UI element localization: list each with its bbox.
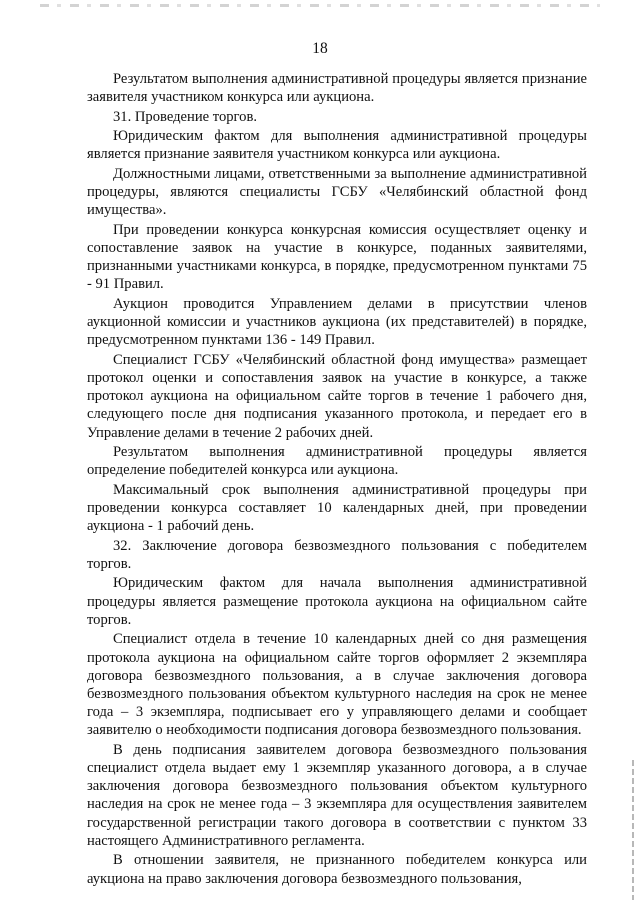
scan-artifact-top xyxy=(40,4,600,7)
paragraph: Результатом выполнения административной процедуры является признание заявителя участником конкурса или аукциона. xyxy=(87,71,587,106)
paragraph: Максимальный срок выполнения административной процедуры при проведении конкурса составляет 10 календарных дней, при проведении аукциона - 1 рабочий день. xyxy=(87,481,587,535)
paragraph: Юридическим фактом для начала выполнения административной процедуры является размещение протокола аукциона на официальном сайте торгов. xyxy=(87,575,587,628)
paragraph: Специалист отдела в течение 10 календарных дней со дня размещения протокола аукциона на официальном сайте торгов оформляет 2 экземпляра договора безвозмездного пользования, а в случае заключения договора безвозмездного пользования объектом культурного наследия на срок не менее года – 3 экземпляра, подписывает его у управляющего делами и сообщает заявителю о необходимости подписания договора безвозмездного пользования. xyxy=(87,631,587,739)
paragraph: В день подписания заявителем договора безвозмездного пользования специалист отдела выдает ему 1 экземпляр указанного договора, а в случае заключения договора безвозмездного пользования объектом культурного наследия на срок не менее года – 3 экземпляра для осуществления заявителем государственной регистрации такого договора в соответствии с пунктом 33 настоящего Административного регламента. xyxy=(87,741,587,849)
paragraph: В отношении заявителя, не признанного победителем конкурса или аукциона на право заключения договора безвозмездного пользования, xyxy=(87,852,587,887)
section-heading: 31. Проведение торгов. xyxy=(113,108,257,125)
paragraph: При проведении конкурса конкурсная комиссия осуществляет оценку и сопоставление заявок на участие в конкурсе, поданных заявителями, признанными участниками конкурса, в порядке, предусмотренном пунктами 75 - 91 Правил. xyxy=(87,221,587,293)
paragraph: Результатом выполнения административной процедуры является определение победителей конкурса или аукциона. xyxy=(87,444,587,479)
paragraph: Аукцион проводится Управлением делами в присутствии членов аукционной комиссии и участников аукциона (их представителей) в порядке, предусмотренном пунктами 136 - 149 Правил. xyxy=(87,295,587,349)
scan-artifact-right xyxy=(632,760,634,900)
document-body xyxy=(87,70,587,889)
page-number: 18 xyxy=(312,40,328,57)
paragraph: Специалист ГСБУ «Челябинский областной фонд имущества» размещает протокол оценки и сопоставления заявок на участие в конкурсе, а также протокол аукциона на официальном сайте торгов в течение 1 рабочего дня, следующего после дня подписания указанного протокола, и передает его в Управление делами в течение 2 рабочих дней. xyxy=(87,351,587,441)
paragraph: Должностными лицами, ответственными за выполнение административной процедуры, являются специалисты ГСБУ «Челябинский областной фонд имущества». xyxy=(87,165,587,219)
paragraph: Юридическим фактом для выполнения административной процедуры является признание заявителя участником конкурса или аукциона. xyxy=(87,128,587,163)
section-heading: 32. Заключение договора безвозмездного пользования с победителем торгов. xyxy=(87,537,587,572)
